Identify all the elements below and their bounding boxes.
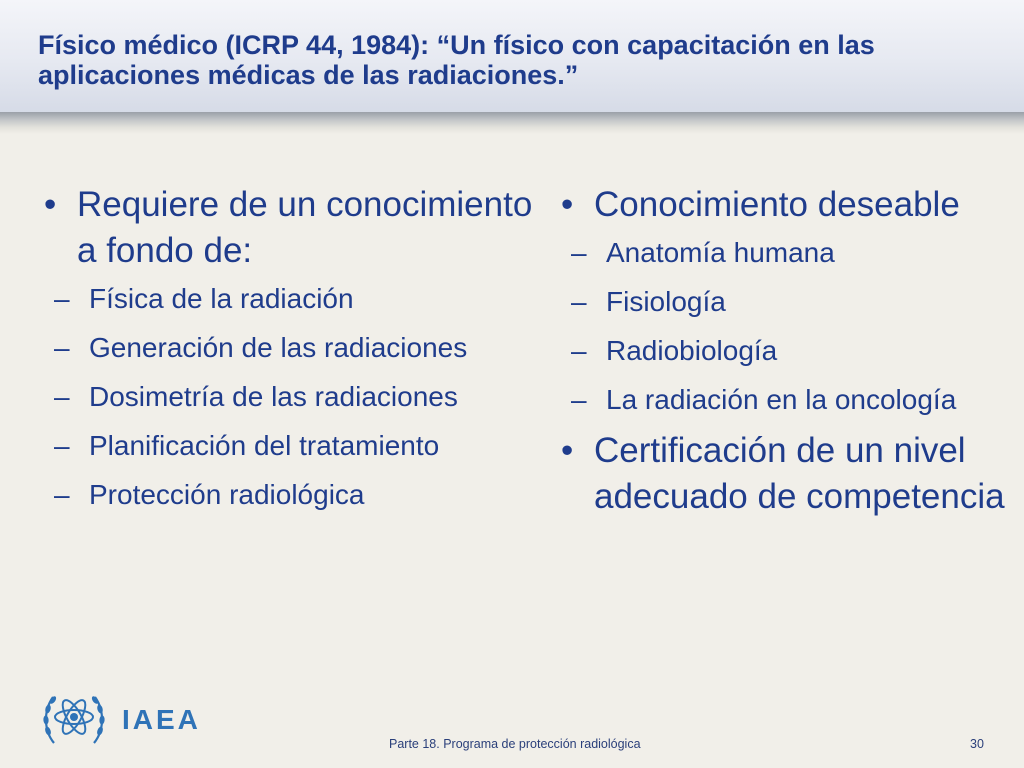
sub-item xyxy=(44,327,544,368)
dash-marker: – xyxy=(571,237,587,268)
dash-marker: – xyxy=(54,430,70,461)
bullet-item xyxy=(561,428,1011,520)
bullet-item xyxy=(561,182,1011,228)
sub-item xyxy=(561,379,1011,420)
sub-item-text: Física de la radiación xyxy=(89,283,354,314)
sub-item-text: Planificación del tratamiento xyxy=(89,430,440,461)
logo-text: IAEA xyxy=(122,704,201,735)
bullet-text: Certificación de un nivel adecuado de competencia xyxy=(594,431,1005,516)
right-column xyxy=(561,182,1011,522)
sub-item-text: Generación de las radiaciones xyxy=(89,332,468,363)
bullet-text: Requiere de un conocimiento a fondo de: xyxy=(77,185,533,270)
dash-marker: – xyxy=(571,286,587,317)
dash-marker: – xyxy=(54,381,70,412)
dash-marker: – xyxy=(571,335,587,366)
slide-title: Físico médico (ICRP 44, 1984): “Un físico con capacitación en las aplicaciones médicas de las radiaciones.” xyxy=(38,30,875,90)
bullet-item xyxy=(44,182,544,274)
bullet-marker: • xyxy=(561,431,574,470)
dash-marker: – xyxy=(54,332,70,363)
sub-item xyxy=(44,425,544,466)
header-divider xyxy=(0,112,1024,134)
sub-item xyxy=(561,330,1011,371)
footer-caption: Parte 18. Programa de protección radiológica xyxy=(389,737,641,751)
sub-item xyxy=(44,376,544,417)
bullet-marker: • xyxy=(561,185,574,224)
sub-item-text: Protección radiológica xyxy=(89,479,365,510)
sub-item xyxy=(44,278,544,319)
sub-item-text: Fisiología xyxy=(606,286,726,317)
sub-item xyxy=(561,281,1011,322)
sub-item-text: Anatomía humana xyxy=(606,237,835,268)
dash-marker: – xyxy=(54,479,70,510)
sub-item-text: Dosimetría de las radiaciones xyxy=(89,381,458,412)
left-column xyxy=(44,182,544,523)
page-number: 30 xyxy=(970,737,984,751)
sub-item xyxy=(561,232,1011,273)
dash-marker: – xyxy=(571,384,587,415)
iaea-logo-icon xyxy=(40,687,108,751)
sub-item-text: La radiación en la oncología xyxy=(606,384,957,415)
sub-item-text: Radiobiología xyxy=(606,335,778,366)
bullet-text: Conocimiento deseable xyxy=(594,185,960,224)
dash-marker: – xyxy=(54,283,70,314)
sub-item xyxy=(44,474,544,515)
bullet-marker: • xyxy=(44,185,57,224)
